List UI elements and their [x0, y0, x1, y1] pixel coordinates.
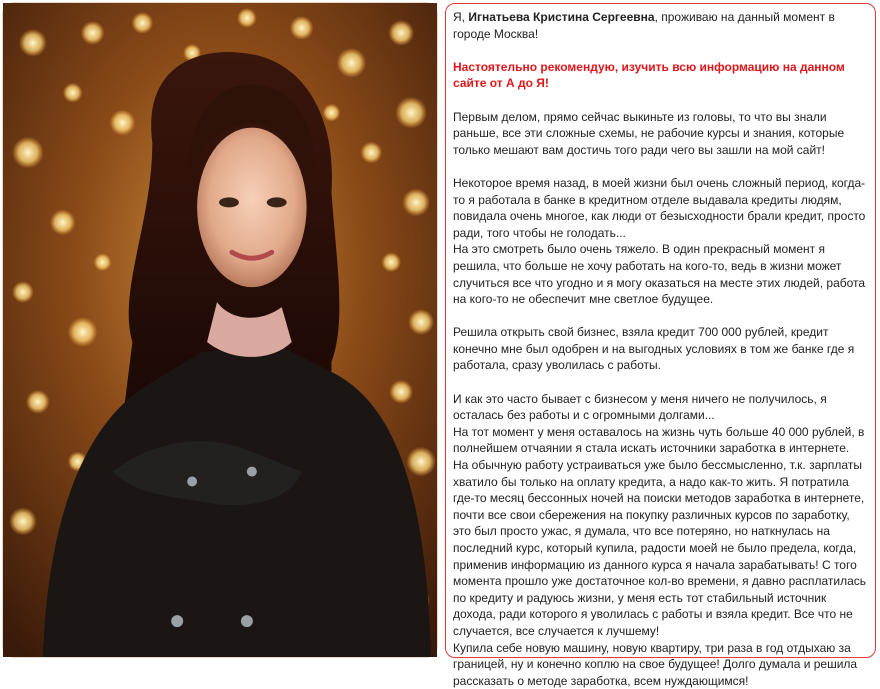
intro-paragraph: [453, 9, 867, 42]
story-paragraph-2b: На это смотреть было очень тяжело. В один прекрасный момент я решила, что больше не хочу работать на кого-то, ведь в жизни может случиться все что угодно и я могу оказаться на месте этих людей, работа на кого-то не обеспечит мне светлое будущее.: [453, 242, 866, 307]
intro-prefix: Я,: [453, 10, 469, 24]
recommendation-text: Настоятельно рекомендую, изучить всю информацию на данном сайте от А до Я!: [453, 59, 845, 91]
author-portrait-photo: [2, 2, 438, 658]
author-name: Игнатьева Кристина Сергеевна: [468, 10, 655, 24]
story-paragraph-4b: На тот момент у меня оставалось на жизнь чуть больше 40 000 рублей, в полнейшем отчаянии я стала искать источники заработка в интернете. На обычную работу устраиваться уже было бессмысленно, т.к. зарплаты хватило бы только на оплату кредита, а надо как-то жить. Я потратила где-то месяц бессонных ночей на поиски методов заработка в интернете, почти все свои сбережения на покупку различных курсов по заработку, это был просто ужас, я думала, что все потеряно, но наткнулась на последний курс, который купила, радости моей не было предела, когда, применив информацию из данного курса я начала зарабатывать! С того момента прошло уже достаточное кол-во времени, я давно расплатилась по кредиту и радуюсь жизни, у меня есть тот стабильный источник дохода, ради которого я уволилась с работы и взяла кредит. Все что не случается, все случается к лучшему!: [453, 424, 866, 638]
author-story-panel: [445, 3, 876, 688]
story-paragraph-4a: И как это часто бывает с бизнесом у меня ничего не получилось, я осталась без работы и с огромными долгами...: [453, 391, 827, 423]
story-paragraph-1: Первым делом, прямо сейчас выкиньте из головы, то что вы знали раньше, все эти сложные схемы, не рабочие курсы и знания, которые только мешают вам достичь того ради чего вы зашли на мой сайт!: [453, 109, 845, 157]
story-paragraph-3: Решила открыть свой бизнес, взяла кредит 700 000 рублей, кредит конечно мне был одобрен и на выгодных условиях в том же банке где я работала, сразу уволилась с работы.: [453, 325, 855, 373]
portrait-photo-icon: [3, 3, 437, 657]
story-paragraph-2a: Некоторое время назад, в моей жизни был очень сложный период, когда-то я работала в банке в кредитном отделе выдавала кредиты людям, повидала очень многое, как люди от безысходности брали кредит, просто ради, того чтобы не голодать...: [453, 175, 866, 240]
story-paragraph-4c: Купила себе новую машину, новую квартиру, три раза в год отдыхаю за границей, ну и конечно коплю на свое будущее! Долго думала и решила рассказать о методе заработка, всем нуждающимся!: [453, 640, 858, 688]
intro-suffix: , проживаю на данный момент в городе Москва!: [453, 10, 835, 41]
